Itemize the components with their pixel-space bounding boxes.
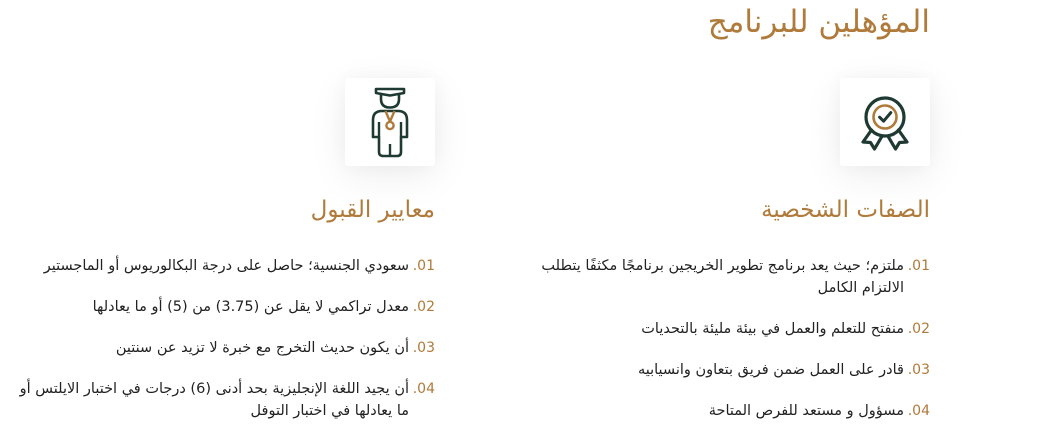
criteria-title: معايير القبول [310, 197, 435, 223]
list-item [510, 359, 930, 381]
item-number: 02. [412, 299, 435, 315]
item-number: 02. [907, 321, 930, 337]
item-text: سعودي الجنسية؛ حاصل على درجة البكالوريوس أو الماجستير [43, 258, 409, 274]
item-text: منفتح للتعلم والعمل في بيئة مليئة بالتحديات [641, 321, 904, 337]
list-item [510, 318, 930, 340]
list-item [5, 337, 435, 359]
qualities-icon-card [840, 78, 930, 166]
item-number: 01. [412, 258, 435, 274]
qualities-list [510, 255, 930, 441]
qualities-section [510, 0, 930, 440]
item-number: 04. [907, 403, 930, 419]
graduate-icon [367, 84, 413, 160]
item-text: قادر على العمل ضمن فريق بتعاون وانسيابيه [637, 362, 904, 378]
criteria-section [5, 0, 435, 440]
list-item [5, 296, 435, 318]
list-item [5, 255, 435, 277]
item-text: معدل تراكمي لا يقل عن (3.75) من (5) أو ما يعادلها [92, 299, 409, 315]
item-text: ملتزم؛ حيث يعد برنامج تطوير الخريجين برنامجًا مكثفًا يتطلب الالتزام الكامل [541, 258, 904, 296]
item-text: أن يجيد اللغة الإنجليزية بحد أدنى (6) درجات في اختبار الايلتس أو ما يعادلها في اختبار التوفل [19, 381, 409, 419]
item-number: 04. [412, 381, 435, 397]
qualities-title: الصفات الشخصية [761, 197, 930, 223]
item-number: 03. [907, 362, 930, 378]
page-title: المؤهلين للبرنامج [707, 4, 930, 40]
award-badge-icon [855, 92, 915, 152]
item-text: مسؤول و مستعد للفرص المتاحة [708, 403, 904, 419]
item-number: 01. [907, 258, 930, 274]
list-item [5, 378, 435, 422]
item-number: 03. [412, 340, 435, 356]
criteria-icon-card [345, 78, 435, 166]
list-item [510, 400, 930, 422]
criteria-list [5, 255, 435, 441]
item-text: أن يكون حديث التخرج مع خبرة لا تزيد عن سنتين [115, 340, 409, 356]
list-item [510, 255, 930, 299]
